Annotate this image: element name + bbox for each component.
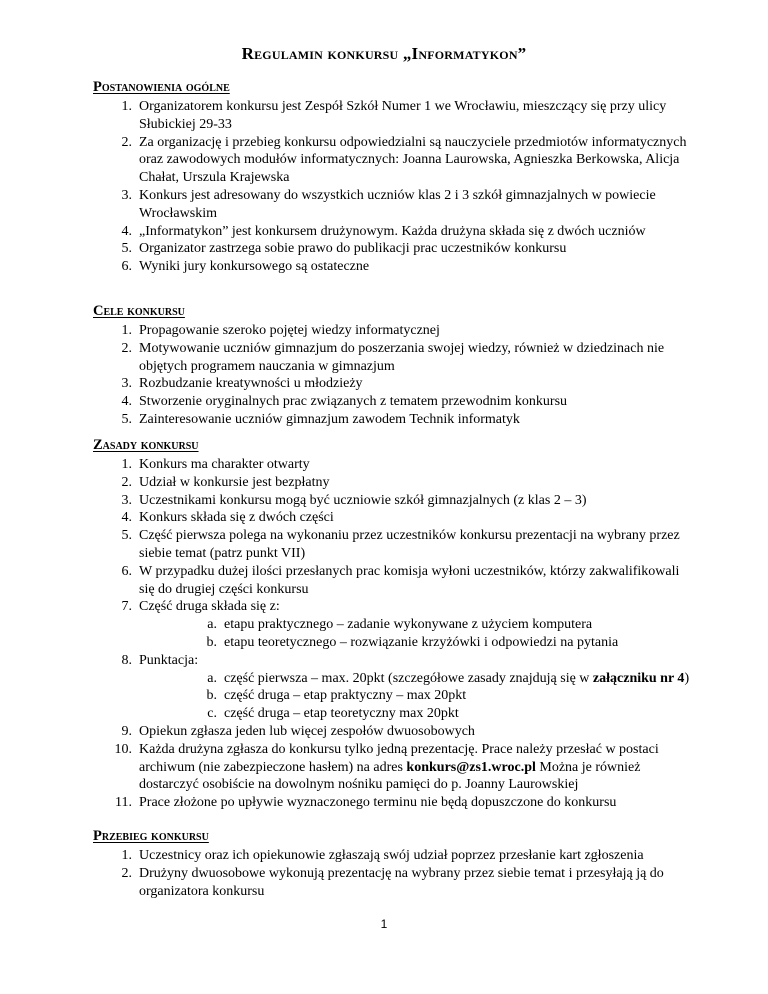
item-text: część druga – etap teoretyczny max 20pkt — [224, 706, 459, 722]
item-text: Każda drużyna zgłasza do konkursu tylko jedną prezentację. Prace należy przesłać w postaci archiwum (nie zabezpieczone hasłem) na adres — [139, 741, 659, 775]
item-text-bold: konkurs@zs1.wroc.pl — [406, 759, 536, 775]
page-number: 1 — [380, 917, 388, 931]
sub-list — [139, 616, 693, 652]
sub-item-letter: b. — [206, 688, 217, 704]
section-heading: Przebieg konkursu — [93, 828, 209, 844]
item-text: Wyniki jury konkursowego są ostateczne — [139, 259, 370, 275]
list-item — [93, 865, 693, 901]
list-item — [93, 98, 693, 134]
item-number: 5. — [121, 528, 132, 544]
list-item — [93, 258, 693, 276]
item-text: Część pierwsza polega na wykonaniu przez uczestników konkursu prezentacji na wybrany przez siebie temat (patrz punkt VII) — [139, 528, 680, 561]
item-text: Konkurs ma charakter otwarty — [139, 457, 310, 472]
section-heading: Postanowienia ogólne — [93, 79, 230, 95]
list-item — [93, 322, 693, 340]
numbered-list — [93, 847, 693, 900]
item-number: 6. — [121, 563, 132, 579]
sub-item-letter: b. — [206, 634, 217, 650]
item-text: Stworzenie oryginalnych prac związanych z tematem przewodnim konkursu — [139, 394, 568, 410]
item-text: Udział w konkursie jest bezpłatny — [139, 474, 330, 490]
list-item — [93, 375, 693, 393]
item-number: 1. — [121, 323, 132, 338]
item-number: 5. — [121, 241, 132, 257]
item-number: 1. — [121, 848, 132, 863]
item-text: etapu praktycznego – zadanie wykonywane z użyciem komputera — [224, 617, 593, 633]
list-item — [93, 652, 693, 723]
numbered-list — [93, 322, 693, 429]
list-item — [93, 509, 693, 527]
item-number: 3. — [121, 376, 132, 392]
list-item — [93, 474, 693, 492]
item-text: Drużyny dwuosobowe wykonują prezentację na wybrany przez siebie temat i przesyłają ją do organizatora konkursu — [139, 865, 664, 899]
item-text: W przypadku dużej ilości przesłanych prac komisja wyłoni uczestników, którzy zakwalifikowali się do drugiej części konkursu — [139, 563, 680, 597]
item-text: część druga – etap praktyczny – max 20pkt — [224, 688, 467, 704]
item-number: 1. — [121, 457, 132, 472]
section-cele — [93, 303, 693, 429]
list-item — [93, 741, 693, 794]
item-number: 4. — [121, 223, 132, 239]
item-text: część pierwsza – max. 20pkt (szczegółowe zasady znajdują się w — [224, 670, 593, 686]
sub-item-letter: c. — [207, 706, 217, 722]
item-text: Uczestnicy oraz ich opiekunowie zgłaszają swój udział poprzez przesłanie kart zgłoszenia — [139, 848, 644, 863]
sub-list-item — [139, 670, 693, 688]
item-number: 4. — [121, 510, 132, 526]
item-number: 9. — [121, 723, 132, 739]
item-text: Za organizację i przebieg konkursu odpowiedzialni są nauczyciele przedmiotów informatycznych oraz zawodowych modułów informatycznych: Joanna Laurowska, Agnieszka Berkowska, Alicja Chałat, Urszula Krajewska — [139, 134, 687, 186]
item-number: 6. — [121, 259, 132, 275]
item-text: Organizator zastrzega sobie prawo do publikacji prac uczestników konkursu — [139, 241, 567, 257]
item-number: 8. — [121, 652, 132, 668]
list-item — [93, 527, 693, 563]
item-text: Prace złożone po upływie wyznaczonego terminu nie będą dopuszczone do konkursu — [139, 795, 617, 811]
sub-list-item — [139, 634, 693, 652]
sub-item-letter: a. — [207, 670, 217, 686]
list-item — [93, 847, 693, 865]
item-text-bold: załączniku nr 4 — [592, 670, 685, 686]
item-text: etapu teoretycznego – rozwiązanie krzyżówki i odpowiedzi na pytania — [224, 634, 619, 650]
list-item — [93, 563, 693, 599]
item-text: Opiekun zgłasza jeden lub więcej zespołów dwuosobowych — [139, 723, 475, 739]
item-number: 2. — [121, 134, 132, 150]
item-text: Punktacja: — [139, 652, 199, 668]
section-heading: Cele konkursu — [93, 303, 185, 319]
list-item — [93, 393, 693, 411]
item-text: Motywowanie uczniów gimnazjum do poszerzania swojej wiedzy, również w dziedzinach nie objętych programem nauczania w gimnazjum — [139, 340, 665, 374]
item-text: Rozbudzanie kreatywności u młodzieży — [139, 376, 363, 392]
item-number: 4. — [121, 394, 132, 410]
list-item — [93, 794, 693, 812]
item-number: 3. — [121, 492, 132, 508]
item-text-after: ) — [684, 670, 690, 686]
sub-item-letter: a. — [207, 617, 217, 633]
item-text: Propagowanie szeroko pojętej wiedzy informatycznej — [139, 323, 440, 338]
item-text-after: Można je również dostarczyć osobiście na dowolnym nośniku pamięci do p. Joanny Laurowskiej — [139, 759, 641, 793]
item-number: 3. — [121, 187, 132, 203]
item-number: 2. — [121, 865, 132, 881]
sub-list-item — [139, 705, 693, 723]
section-zasady — [93, 437, 693, 812]
list-item — [93, 340, 693, 376]
section-heading: Zasady konkursu — [93, 437, 199, 453]
item-number: 7. — [121, 599, 132, 615]
list-item — [93, 411, 693, 429]
sub-list-item — [139, 687, 693, 705]
item-number: 2. — [121, 474, 132, 490]
item-text: Konkurs składa się z dwóch części — [139, 510, 334, 526]
list-item — [93, 456, 693, 474]
list-item — [93, 598, 693, 651]
item-text: Organizatorem konkursu jest Zespół Szkół Numer 1 we Wrocławiu, mieszczący się przy ulicy Słubickiej 29-33 — [139, 99, 667, 132]
list-item — [93, 240, 693, 258]
list-item — [93, 134, 693, 187]
document-title: Regulamin konkursu „Informatykon” — [241, 44, 527, 63]
list-item — [93, 187, 693, 223]
numbered-list — [93, 98, 693, 276]
list-item — [93, 492, 693, 510]
sub-list — [139, 670, 693, 723]
item-text: Konkurs jest adresowany do wszystkich uczniów klas 2 i 3 szkół gimnazjalnych w powiecie Wrocławskim — [139, 187, 656, 221]
item-text: Zainteresowanie uczniów gimnazjum zawodem Technik informatyk — [139, 411, 520, 427]
item-text: „Informatykon” jest konkursem drużynowym. Każda drużyna składa się z dwóch uczniów — [139, 223, 646, 239]
item-number: 2. — [121, 340, 132, 356]
item-number: 11. — [115, 795, 132, 811]
item-number: 10. — [114, 741, 132, 757]
section-postanowienia — [93, 79, 693, 276]
item-text: Uczestnikami konkursu mogą być uczniowie szkół gimnazjalnych (z klas 2 – 3) — [139, 492, 587, 508]
list-item — [93, 723, 693, 741]
item-number: 5. — [121, 411, 132, 427]
item-text: Część druga składa się z: — [139, 599, 280, 615]
list-item — [93, 223, 693, 241]
numbered-list — [93, 456, 693, 812]
section-przebieg — [93, 828, 693, 900]
sub-list-item — [139, 616, 693, 634]
item-number: 1. — [121, 99, 132, 114]
